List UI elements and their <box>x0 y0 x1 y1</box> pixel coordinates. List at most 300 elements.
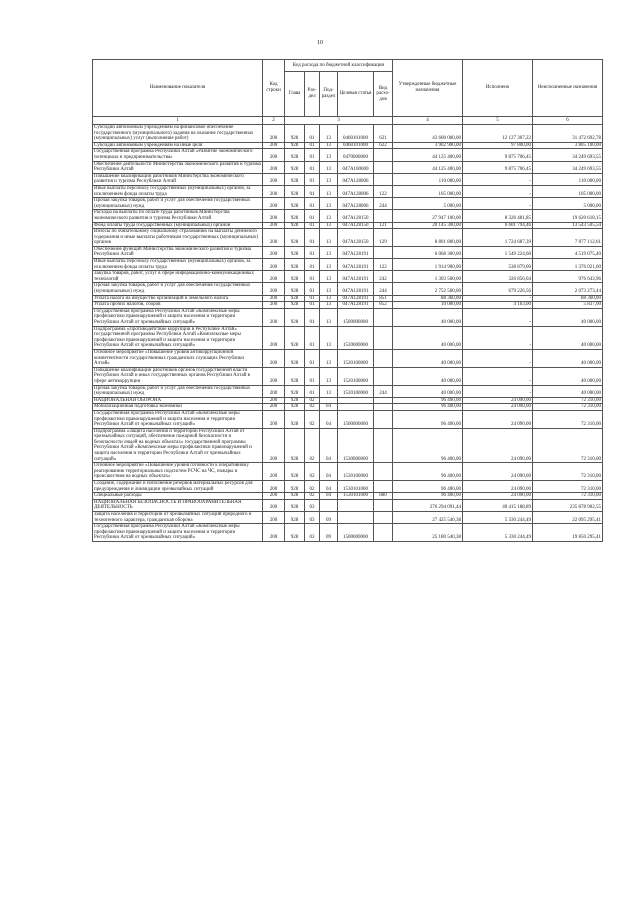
table-row <box>93 173 603 185</box>
row-section: 01 <box>305 326 320 349</box>
row-target-item <box>338 499 374 511</box>
row-line-code: 200 <box>263 326 285 349</box>
row-expense-type: 244 <box>374 198 393 210</box>
row-section: 02 <box>305 428 320 463</box>
row-expense-type: 880 <box>374 493 393 500</box>
row-executed: - <box>463 295 533 302</box>
row-expense-type <box>374 326 393 349</box>
row-target-item <box>338 512 374 524</box>
row-chapter: 928 <box>285 198 305 210</box>
row-section: 01 <box>305 308 320 326</box>
row-expense-type: 122 <box>374 259 393 271</box>
row-chapter: 928 <box>285 271 305 283</box>
row-executed: 12 127 307,22 <box>463 125 533 143</box>
row-expense-type <box>374 161 393 173</box>
table-row <box>93 326 603 349</box>
row-name: Государственная программа Республики Алтай «Комплексные меры профилактики правонарушений и защита населения и территории Республики Алтай от чрезвычайных ситуаций» <box>93 308 263 326</box>
row-expense-type <box>374 428 393 463</box>
row-section: 02 <box>305 493 320 500</box>
row-section: 01 <box>305 302 320 309</box>
table-row <box>93 210 603 222</box>
header-classification: Код расхода по бюджетной классификации <box>285 60 393 72</box>
row-section: 01 <box>305 367 320 385</box>
row-line-code: 200 <box>263 410 285 428</box>
table-row <box>93 512 603 524</box>
row-remaining: 40 000,00 <box>533 385 603 397</box>
row-target-item: 047А128191 <box>338 302 374 309</box>
row-section: 01 <box>305 229 320 247</box>
row-chapter: 928 <box>285 185 305 197</box>
page-number: 10 <box>317 40 323 46</box>
row-chapter: 928 <box>285 142 305 149</box>
row-subsection: 13 <box>320 349 338 367</box>
row-executed: 97 800,00 <box>463 142 533 149</box>
row-name: Расходы на выплаты по оплате труда работников Министерства экономического развития и туризма Республики Алтай <box>93 210 263 222</box>
row-remaining: 40 000,00 <box>533 326 603 349</box>
table-row <box>93 499 603 511</box>
row-remaining: 31 472 692,78 <box>533 125 603 143</box>
table-row <box>93 222 603 229</box>
row-target-item: 047А128006 <box>338 173 374 185</box>
row-line-code: 200 <box>263 246 285 258</box>
row-line-code: 200 <box>263 229 285 247</box>
row-subsection: 13 <box>320 283 338 295</box>
row-approved: 1 914 900,00 <box>393 259 463 271</box>
row-executed: 24 090,00 <box>463 463 533 481</box>
row-target-item: 1520100000 <box>338 367 374 385</box>
row-subsection <box>320 499 338 511</box>
row-chapter: 928 <box>285 499 305 511</box>
row-approved: 5 000,00 <box>393 198 463 210</box>
row-expense-type <box>374 149 393 161</box>
row-approved: 1 303 500,00 <box>393 271 463 283</box>
row-remaining: 34 249 693,55 <box>533 161 603 173</box>
row-chapter: 928 <box>285 349 305 367</box>
row-section: 01 <box>305 259 320 271</box>
table-row <box>93 397 603 404</box>
row-remaining: 22 095 295,41 <box>533 512 603 524</box>
table-row <box>93 283 603 295</box>
row-line-code: 200 <box>263 308 285 326</box>
row-chapter: 928 <box>285 512 305 524</box>
row-name: Обеспечение деятельности Министерства экономического развития и туризма Республики Алтай <box>94 161 261 173</box>
header-name: Наименование показателя <box>93 60 263 117</box>
table-row <box>93 161 603 173</box>
row-expense-type: 129 <box>374 229 393 247</box>
row-approved: 276 294 091,44 <box>393 499 463 511</box>
row-line-code: 200 <box>263 428 285 463</box>
row-approved: 40 000,00 <box>393 349 463 367</box>
row-subsection: 09 <box>320 524 338 542</box>
row-expense-type: 621 <box>374 125 393 143</box>
row-section: 01 <box>305 222 320 229</box>
row-remaining: 7 077 112,61 <box>533 229 603 247</box>
row-approved: 96 400,00 <box>393 493 463 500</box>
row-name: Прочая закупка товаров, работ и услуг для обеспечения государственных (муниципальных) нужд <box>93 385 263 397</box>
table-row <box>93 271 603 283</box>
row-chapter: 928 <box>285 397 305 404</box>
row-approved: 96 400,00 <box>393 463 463 481</box>
row-remaining: 19 620 618,15 <box>533 210 603 222</box>
row-executed: - <box>463 326 533 349</box>
row-line-code: 200 <box>263 222 285 229</box>
row-target-item: 047А100000 <box>338 161 374 173</box>
row-approved: 110 000,00 <box>393 173 463 185</box>
row-expense-type: 121 <box>374 222 393 229</box>
row-approved: 96 400,00 <box>393 481 463 493</box>
row-section: 01 <box>305 125 320 143</box>
row-expense-type: 851 <box>374 295 393 302</box>
row-subsection: 13 <box>320 198 338 210</box>
row-target-item: 1520000000 <box>338 326 374 349</box>
row-approved: 2 752 500,00 <box>393 283 463 295</box>
row-expense-type <box>374 349 393 367</box>
row-approved: 40 000,00 <box>393 367 463 385</box>
column-number: 1 <box>93 117 263 125</box>
row-remaining: 72 310,00 <box>533 481 603 493</box>
row-chapter: 928 <box>285 493 305 500</box>
row-subsection: 13 <box>320 271 338 283</box>
row-chapter: 928 <box>285 326 305 349</box>
row-target-item: 1530000000 <box>338 428 374 463</box>
row-section: 02 <box>305 404 320 411</box>
row-remaining: 2 073 273,44 <box>533 283 603 295</box>
row-remaining: 976 643,96 <box>533 271 603 283</box>
row-line-code: 200 <box>263 512 285 524</box>
row-chapter: 928 <box>285 367 305 385</box>
row-line-code: 200 <box>263 271 285 283</box>
row-expense-type <box>374 524 393 542</box>
row-section: 01 <box>305 198 320 210</box>
header-target-item: Целевая статья <box>338 72 374 117</box>
row-approved: 40 000,00 <box>393 326 463 349</box>
row-expense-type <box>374 404 393 411</box>
row-subsection: 13 <box>320 161 338 173</box>
row-chapter: 928 <box>285 283 305 295</box>
row-chapter: 928 <box>285 463 305 481</box>
row-subsection: 04 <box>320 428 338 463</box>
row-remaining: 88 360,00 <box>533 295 603 302</box>
row-name: НАЦИОНАЛЬНАЯ ОБОРОНА <box>93 397 263 404</box>
row-line-code: 200 <box>263 149 285 161</box>
row-remaining: 40 000,00 <box>533 349 603 367</box>
row-target-item: 1530101000 <box>338 481 374 493</box>
row-approved: 20 145 300,00 <box>393 222 463 229</box>
row-line-code: 200 <box>263 185 285 197</box>
table-row <box>93 385 603 397</box>
row-name: Взносы по обязательному социальному страхованию на выплаты денежного содержания и иные выплаты работникам государственных (муниципальных) органов <box>93 229 263 247</box>
row-expense-type <box>374 397 393 404</box>
row-section: 02 <box>305 481 320 493</box>
row-executed: 24 090,00 <box>463 397 533 404</box>
row-line-code: 200 <box>263 125 285 143</box>
row-executed: 1 549 224,60 <box>463 246 533 258</box>
row-section: 03 <box>305 524 320 542</box>
row-line-code: 200 <box>263 283 285 295</box>
header-expense-type: Вид расхо-дов <box>374 72 393 117</box>
column-number: 5 <box>463 117 533 125</box>
row-name: Подпрограмма «Противодействие коррупции в Республике Алтай» государственной программы Республики Алтай «Комплексные меры профилактики правонарушений и защита населения и территории Республики Алтай от чрезвычайных ситуаций» <box>93 326 263 349</box>
row-subsection: 13 <box>320 125 338 143</box>
row-remaining: 13 543 505,54 <box>533 222 603 229</box>
row-remaining: 40 000,00 <box>533 367 603 385</box>
row-executed: 24 090,00 <box>463 410 533 428</box>
row-approved: 3 902 900,00 <box>393 142 463 149</box>
row-section: 01 <box>305 385 320 397</box>
column-number: 6 <box>533 117 603 125</box>
row-chapter: 928 <box>285 246 305 258</box>
row-line-code: 200 <box>263 302 285 309</box>
row-chapter: 928 <box>285 524 305 542</box>
row-remaining: 5 000,00 <box>533 198 603 210</box>
row-name: Создание, содержание и пополнение резервов материальных ресурсов для предупреждения и ликвидации чрезвычайных ситуаций <box>93 481 263 493</box>
row-subsection: 13 <box>320 173 338 185</box>
row-section: 01 <box>305 283 320 295</box>
row-name: Специальные расходы <box>93 493 263 500</box>
row-name: Основное мероприятие «Повышение уровня готовности к оперативному реагированию территориальных подсистем РСЧС на ЧС, пожары и происшествия на водных объектах» <box>93 463 263 481</box>
row-chapter: 928 <box>285 173 305 185</box>
row-subsection: 13 <box>320 210 338 222</box>
row-line-code: 200 <box>263 499 285 511</box>
row-remaining: 72 310,00 <box>533 397 603 404</box>
row-line-code: 200 <box>263 173 285 185</box>
row-remaining: 72 310,00 <box>533 410 603 428</box>
row-line-code: 200 <box>263 142 285 149</box>
row-line-code: 200 <box>263 463 285 481</box>
row-executed: - <box>463 198 533 210</box>
row-executed: 679 226,56 <box>463 283 533 295</box>
row-expense-type <box>374 308 393 326</box>
row-chapter: 928 <box>285 404 305 411</box>
row-name: Фонд оплаты труда государственных (муниципальных) органов <box>93 222 263 229</box>
row-section: 01 <box>305 271 320 283</box>
row-section: 01 <box>305 210 320 222</box>
row-remaining: 34 249 693,55 <box>533 149 603 161</box>
row-executed: - <box>463 173 533 185</box>
row-approved: 25 180 540,38 <box>393 524 463 542</box>
row-name: Мобилизационная подготовка экономики <box>93 404 263 411</box>
header-chapter: Глава <box>285 72 305 117</box>
row-name: Иные выплаты персоналу государственных (муниципальных) органов, за исключением фонда оплаты труда <box>93 185 263 197</box>
row-target-item: 0470000000 <box>338 149 374 161</box>
row-name: Уплата прочих налогов, сборов <box>93 302 263 309</box>
table-row <box>93 198 603 210</box>
row-approved: 10 000,00 <box>393 302 463 309</box>
table-row <box>93 229 603 247</box>
row-name: НАЦИОНАЛЬНАЯ БЕЗОПАСНОСТЬ И ПРАВООХРАНИТЕЛЬНАЯ ДЕЯТЕЛЬНОСТЬ <box>93 499 263 511</box>
table-row <box>93 302 603 309</box>
row-executed: - <box>463 185 533 197</box>
row-expense-type <box>374 246 393 258</box>
row-name: Субсидии автономным учреждениям на иные цели <box>93 142 263 149</box>
row-section: 01 <box>305 142 320 149</box>
row-executed: 9 875 706,45 <box>463 149 533 161</box>
row-approved: 27 947 100,00 <box>393 210 463 222</box>
row-chapter: 928 <box>285 295 305 302</box>
row-remaining: 72 310,00 <box>533 404 603 411</box>
row-section: 01 <box>305 149 320 161</box>
row-approved: 43 600 000,00 <box>393 125 463 143</box>
row-chapter: 928 <box>285 259 305 271</box>
row-remaining: 72 310,00 <box>533 463 603 481</box>
row-target-item: 047А128006 <box>338 198 374 210</box>
row-subsection: 04 <box>320 493 338 500</box>
row-approved: 88 360,00 <box>393 295 463 302</box>
row-name: Государственная программа Республики Алтай «Развитие экономического потенциала и предпринимательства» <box>93 149 263 161</box>
row-subsection: 13 <box>320 185 338 197</box>
table-row <box>93 142 603 149</box>
row-section: 02 <box>305 463 320 481</box>
row-section: 03 <box>305 499 320 511</box>
row-section: 01 <box>305 295 320 302</box>
row-remaining: 19 850 295,41 <box>533 524 603 542</box>
row-remaining: 3 805 100,00 <box>533 142 603 149</box>
row-executed: 40 415 188,89 <box>463 499 533 511</box>
row-line-code: 200 <box>263 367 285 385</box>
row-subsection: 13 <box>320 259 338 271</box>
table-row <box>93 125 603 143</box>
row-chapter: 928 <box>285 222 305 229</box>
row-approved: 96 400,00 <box>393 428 463 463</box>
row-line-code: 200 <box>263 385 285 397</box>
row-remaining: 1 376 021,00 <box>533 259 603 271</box>
row-target-item: 047А128191 <box>338 271 374 283</box>
row-executed: - <box>463 385 533 397</box>
header-approved: Утвержденные бюджетные назначения <box>393 60 463 117</box>
row-target-item: 1500000000 <box>338 524 374 542</box>
row-expense-type <box>374 410 393 428</box>
row-line-code: 200 <box>263 295 285 302</box>
row-executed: 5 330 244,49 <box>463 512 533 524</box>
row-name: Прочая закупка товаров, работ и услуг для обеспечения государственных (муниципальных) нужд <box>93 283 263 295</box>
row-approved: 44 125 400,00 <box>393 161 463 173</box>
table-body <box>93 117 603 542</box>
row-line-code: 200 <box>263 493 285 500</box>
row-subsection: 04 <box>320 463 338 481</box>
row-executed: - <box>463 367 533 385</box>
row-chapter: 928 <box>285 428 305 463</box>
row-executed: 9 875 706,45 <box>463 161 533 173</box>
row-remaining: 235 878 902,55 <box>533 499 603 511</box>
row-expense-type <box>374 210 393 222</box>
row-executed: 24 090,00 <box>463 493 533 500</box>
row-name: Повышение квалификации работников органов государственной власти Республики Алтай и иных государственных органов Республики Алтай в сфере антикоррупции <box>93 367 263 385</box>
row-line-code: 200 <box>263 481 285 493</box>
row-expense-type: 852 <box>374 302 393 309</box>
column-number: 4 <box>393 117 463 125</box>
row-line-code: 200 <box>263 404 285 411</box>
table-row <box>93 259 603 271</box>
table-row <box>93 410 603 428</box>
header-section: Раз-дел <box>305 72 320 117</box>
table-row <box>93 404 603 411</box>
row-chapter: 928 <box>285 481 305 493</box>
row-section: 01 <box>305 161 320 173</box>
row-section: 03 <box>305 512 320 524</box>
row-subsection: 04 <box>320 481 338 493</box>
row-chapter: 928 <box>285 125 305 143</box>
row-expense-type: 122 <box>374 185 393 197</box>
row-target-item: 1500000000 <box>338 308 374 326</box>
row-expense-type <box>374 481 393 493</box>
row-approved: 96 400,00 <box>393 397 463 404</box>
row-expense-type <box>374 499 393 511</box>
row-line-code: 200 <box>263 161 285 173</box>
row-subsection: 13 <box>320 229 338 247</box>
row-name: Защита населения и территории от чрезвычайных ситуаций природного и техногенного характера, гражданская оборона <box>93 512 263 524</box>
row-approved: 40 000,00 <box>393 308 463 326</box>
row-target-item: 047А128150 <box>338 210 374 222</box>
table-row <box>93 246 603 258</box>
row-section: 01 <box>305 173 320 185</box>
row-remaining: 72 310,00 <box>533 493 603 500</box>
row-executed: 24 090,00 <box>463 481 533 493</box>
row-section: 01 <box>305 246 320 258</box>
row-target-item: 0460101000 <box>338 125 374 143</box>
row-remaining: 110 000,00 <box>533 173 603 185</box>
row-chapter: 928 <box>285 210 305 222</box>
row-target-item: 1520100000 <box>338 385 374 397</box>
row-name: Субсидии автономным учреждениям на финансовое обеспечение государственного (муниципального) задания на оказание государственных (муниципальных) услуг (выполнение работ) <box>93 125 263 143</box>
header-subsection: Под-раздел <box>320 72 338 117</box>
table-row <box>93 493 603 500</box>
row-target-item: 047А128191 <box>338 259 374 271</box>
row-expense-type: 244 <box>374 385 393 397</box>
row-subsection: 13 <box>320 295 338 302</box>
row-chapter: 928 <box>285 302 305 309</box>
row-expense-type <box>374 173 393 185</box>
row-chapter: 928 <box>285 385 305 397</box>
row-subsection: 13 <box>320 246 338 258</box>
row-target-item: 1520100000 <box>338 349 374 367</box>
row-approved: 96 400,00 <box>393 404 463 411</box>
row-name: Обеспечение функций Министерства экономического развития и туризма Республики Алтай <box>93 246 263 258</box>
row-name: Подпрограмма «Защита населения и территории Республики Алтай от чрезвычайных ситуаций, обеспечение пожарной безопасности и безопасности людей на водных объектах» государственной программы Республики Алтай «Комплексные меры профилактики правонарушений и защита населения и территории Республики Алтай от чрезвычайных ситуаций» <box>93 428 263 463</box>
row-target-item: 047А128191 <box>338 246 374 258</box>
row-approved: 105 000,00 <box>393 185 463 197</box>
row-subsection: 13 <box>320 142 338 149</box>
row-name: Государственная программа Республики Алтай «Комплексные меры профилактики правонарушений и защита населения и территории Республики Алтай от чрезвычайных ситуаций» <box>93 410 263 428</box>
column-number: 2 <box>263 117 285 125</box>
row-executed: - <box>463 349 533 367</box>
row-target-item <box>338 397 374 404</box>
row-name: Государственная программа Республики Алтай «Комплексные меры профилактики правонарушений и защита населения и территории Республики Алтай от чрезвычайных ситуаций» <box>93 524 263 542</box>
table-row <box>93 428 603 463</box>
row-chapter: 928 <box>285 308 305 326</box>
header-executed: Исполнено <box>463 60 533 117</box>
row-remaining: 105 000,00 <box>533 185 603 197</box>
table-row <box>93 295 603 302</box>
row-name: Закупка товаров, работ, услуг в сфере информационно-коммуникационных технологий <box>93 271 263 283</box>
row-target-item: 1500000000 <box>338 410 374 428</box>
row-subsection <box>320 397 338 404</box>
table-row <box>93 349 603 367</box>
row-expense-type: 242 <box>374 271 393 283</box>
row-name: Основное мероприятие «Повышение уровня антикоррупционной компетентности государственных гражданских служащих Республики Алтай» <box>93 349 263 367</box>
row-name: Прочая закупка товаров, работ и услуг для обеспечения государственных (муниципальных) нужд <box>93 198 263 210</box>
row-section: 02 <box>305 397 320 404</box>
row-subsection: 13 <box>320 302 338 309</box>
row-executed: 326 856,04 <box>463 271 533 283</box>
table-row <box>93 463 603 481</box>
row-target-item: 047А128191 <box>338 283 374 295</box>
row-remaining: 5 837,00 <box>533 302 603 309</box>
row-line-code: 200 <box>263 198 285 210</box>
row-expense-type: 244 <box>374 283 393 295</box>
row-target-item <box>338 404 374 411</box>
row-remaining: 72 310,00 <box>533 428 603 463</box>
row-line-code: 200 <box>263 349 285 367</box>
